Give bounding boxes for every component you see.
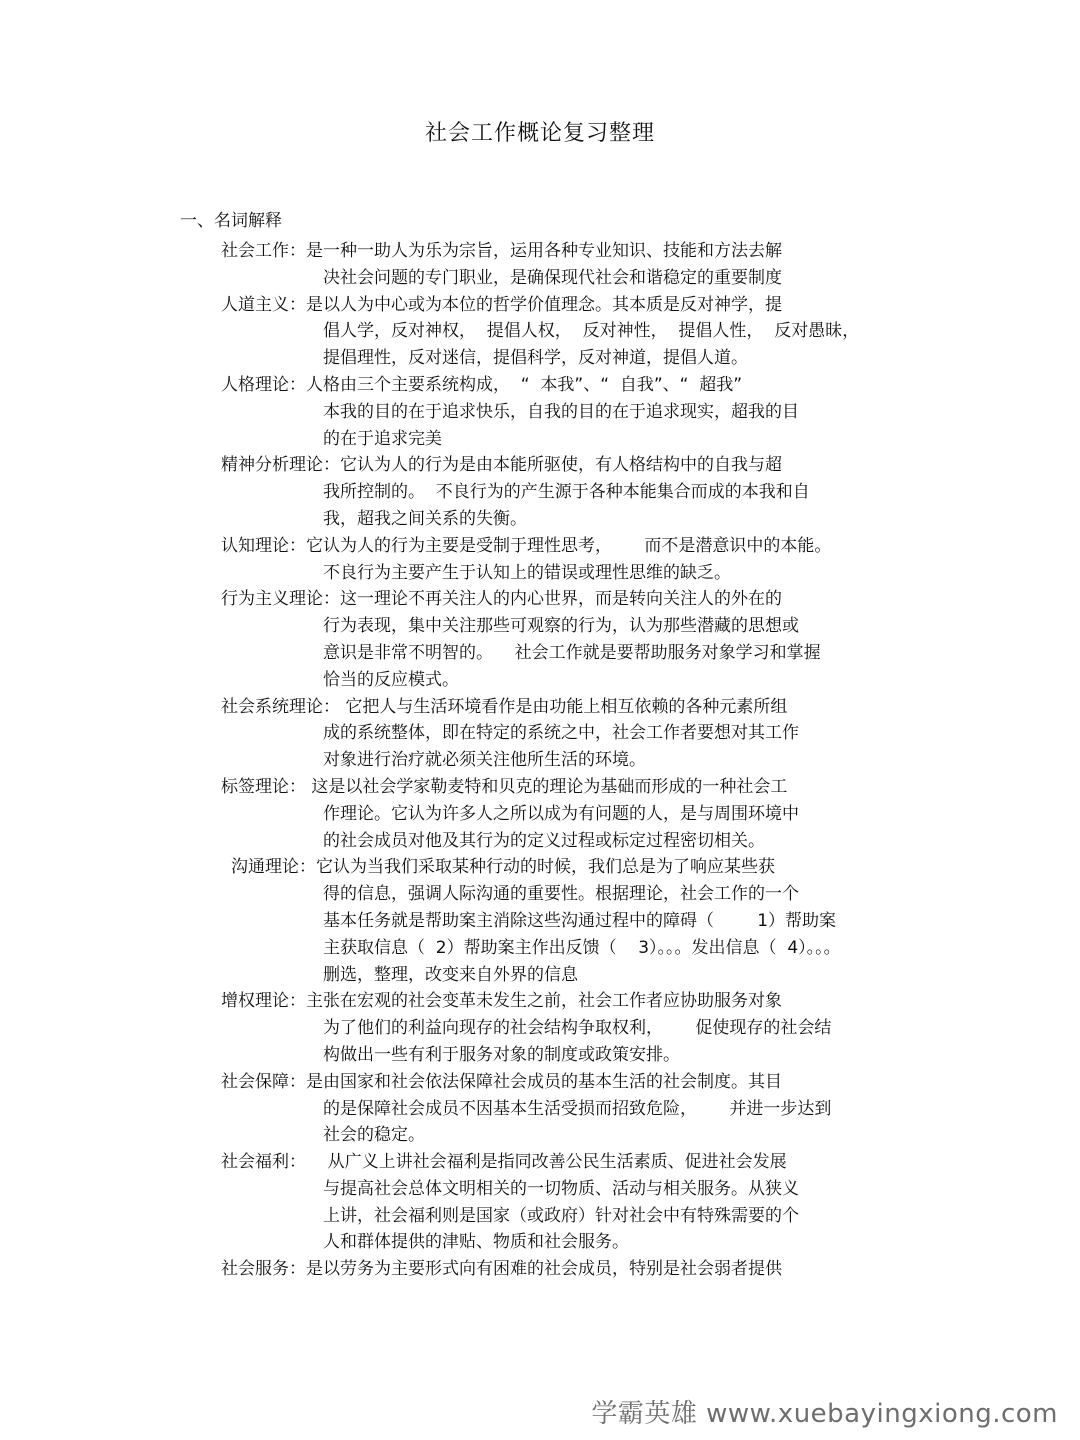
definition-entry — [0, 372, 1080, 399]
definition-entry — [0, 1069, 1080, 1096]
definitions-list — [0, 238, 1080, 1283]
definition-continuation-line: 的社会成员对他及其行为的定义过程或标定过程密切相关。 — [323, 830, 765, 851]
definition-entry — [0, 452, 1080, 479]
definition-entry — [0, 854, 1080, 881]
watermark: 学霸英雄 www.xuebayingxiong.com — [591, 1399, 1058, 1429]
definition-continuation-line: 构做出一些有利于服务对象的制度或政策安排。 — [323, 1044, 680, 1065]
definition-continuation-line: 本我的目的在于追求快乐，自我的目的在于追求现实，超我的目 — [323, 401, 799, 422]
definition-continuation-line: 得的信息，强调人际沟通的重要性。根据理论，社会工作的一个 — [323, 884, 799, 905]
definition-continuation-line: 的在于追求完美 — [323, 428, 442, 449]
definition-entry — [0, 238, 1080, 265]
definition-entry — [0, 1256, 1080, 1283]
definition-continuation-line: 我，超我之间关系的失衡。 — [323, 508, 527, 529]
definition-term: 增权理论： — [221, 991, 306, 1012]
definition-term: 社会系统理论： — [221, 696, 340, 717]
definition-continuation-line: 上讲，社会福利则是国家（或政府）针对社会中有特殊需要的个 — [323, 1205, 799, 1226]
definition-text: 这是以社会学家勒麦特和贝克的理论为基础而形成的一种社会工 — [306, 776, 788, 797]
definition-text: 是以劳务为主要形式向有困难的社会成员，特别是社会弱者提供 — [306, 1259, 782, 1280]
document-title: 社会工作概论复习整理 — [424, 121, 655, 146]
definition-entry — [0, 1149, 1080, 1176]
definition-continuation-line: 决社会问题的专门职业，是确保现代社会和谐稳定的重要制度 — [323, 267, 782, 288]
definition-entry — [0, 586, 1080, 613]
definition-text: 是由国家和社会依法保障社会成员的基本生活的社会制度。其目 — [306, 1071, 782, 1092]
definition-term: 社会服务： — [221, 1259, 306, 1280]
definition-text: 是以人为中心或为本位的哲学价值理念。其本质是反对神学，提 — [306, 294, 782, 315]
definition-continuation-line: 行为表现，集中关注那些可观察的行为，认为那些潜藏的思想或 — [323, 616, 799, 637]
definition-continuation-line: 的是保障社会成员不因基本生活受损而招致危险， 并进一步达到 — [323, 1098, 832, 1119]
definition-continuation-line: 恰当的反应模式。 — [323, 669, 459, 690]
definition-continuation-line: 主获取信息（ 2）帮助案主作出反馈（ 3）。。。发出信息（ 4）。。。 — [323, 937, 841, 958]
definition-entry — [0, 533, 1080, 560]
definition-entry — [0, 988, 1080, 1015]
definition-term: 社会福利： — [221, 1152, 306, 1173]
definition-continuation-line: 对象进行治疗就必须关注他所生活的环境。 — [323, 750, 646, 771]
definition-term: 社会保障： — [221, 1071, 306, 1092]
definition-text: 人格由三个主要系统构成， “ 本我”、“ 自我”、“ 超我” — [306, 374, 743, 395]
definition-text: 是一种一助人为乐为宗旨，运用各种专业知识、技能和方法去解 — [306, 241, 782, 261]
definition-continuation-line: 我所控制的。 不良行为的产生源于各种本能集合而成的本我和自 — [323, 482, 810, 503]
definition-term: 精神分析理论： — [221, 455, 340, 476]
definition-term: 行为主义理论： — [221, 589, 340, 610]
definition-text: 它认为人的行为是由本能所驱使，有人格结构中的自我与超 — [340, 455, 782, 476]
definition-continuation-line: 作理论。它认为许多人之所以成为有问题的人，是与周围环境中 — [323, 803, 799, 824]
definition-term: 人格理论： — [221, 374, 306, 395]
definition-continuation-line: 意识是非常不明智的。 社会工作就是要帮助服务对象学习和掌握 — [323, 642, 821, 663]
definition-text: 主张在宏观的社会变革未发生之前，社会工作者应协助服务对象 — [306, 991, 782, 1012]
definition-entry — [0, 694, 1080, 721]
section-heading: 一、名词解释 — [180, 211, 282, 231]
definition-text: 它把人与生活环境看作是由功能上相互依赖的各种元素所组 — [340, 696, 788, 717]
definition-term: 人道主义： — [221, 294, 306, 315]
definition-term: 沟通理论： — [231, 857, 316, 878]
definition-continuation-line: 倡人学，反对神权， 提倡人权， 反对神性， 提倡人性， 反对愚昧， — [323, 321, 860, 342]
definition-continuation-line: 基本任务就是帮助案主消除这些沟通过程中的障碍（ 1）帮助案 — [323, 910, 837, 931]
definition-term: 标签理论： — [221, 776, 306, 797]
definition-continuation-line: 为了他们的利益向现存的社会结构争取权利， 促使现存的社会结 — [323, 1018, 832, 1039]
definition-continuation-line: 不良行为主要产生于认知上的错误或理性思维的缺乏。 — [323, 562, 731, 583]
definition-continuation-line: 删选，整理，改变来自外界的信息 — [323, 964, 578, 985]
definition-text: 从广义上讲社会福利是指同改善公民生活素质、促进社会发展 — [306, 1152, 787, 1173]
definition-continuation-line: 成的系统整体，即在特定的系统之中，社会工作者要想对其工作 — [323, 723, 799, 744]
definition-continuation-line: 社会的稳定。 — [323, 1125, 425, 1146]
definition-term: 社会工作： — [221, 241, 306, 261]
definition-continuation-line: 提倡理性，反对迷信，提倡科学，反对神道，提倡人道。 — [323, 348, 748, 369]
definition-text: 它认为人的行为主要是受制于理性思考， 而不是潜意识中的本能。 — [306, 535, 832, 556]
definition-term: 认知理论： — [221, 535, 306, 556]
definition-entry — [0, 774, 1080, 801]
definition-entry — [0, 292, 1080, 319]
definition-continuation-line: 人和群体提供的津贴、物质和社会服务。 — [323, 1232, 629, 1253]
definition-continuation-line: 与提高社会总体文明相关的一切物质、活动与相关服务。从狭义 — [323, 1178, 799, 1199]
definition-text: 它认为当我们采取某种行动的时候，我们总是为了响应某些获 — [316, 857, 775, 878]
definition-text: 这一理论不再关注人的内心世界，而是转向关注人的外在的 — [340, 589, 782, 610]
